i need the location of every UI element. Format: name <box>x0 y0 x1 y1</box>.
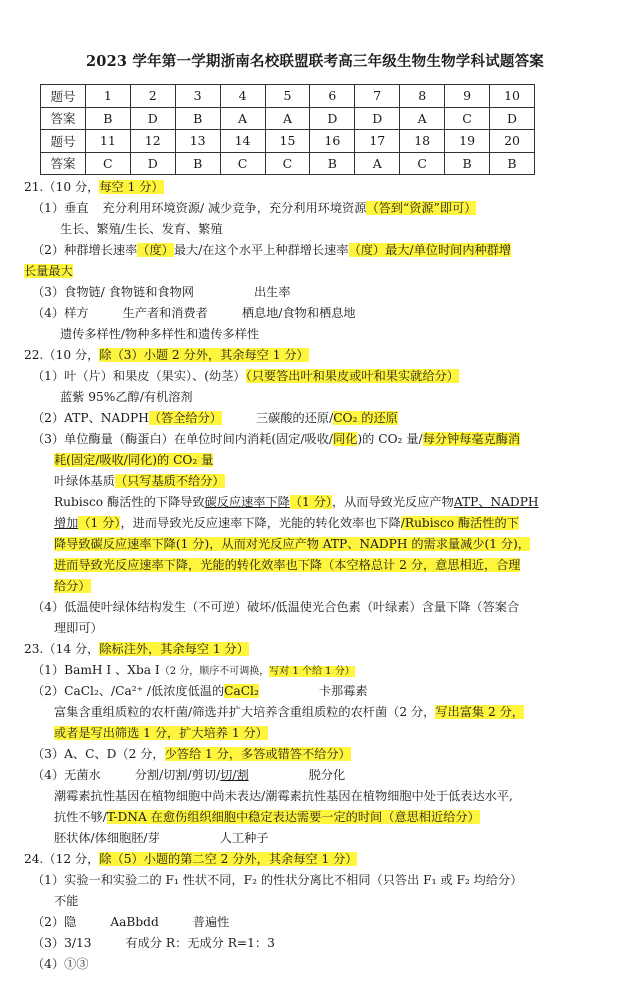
q23-line: 潮霉素抗性基因在植物细胞中尚未表达/潮霉素抗性基因在植物细胞中处于低表达水平, <box>54 789 513 803</box>
answer-table-cell: 18 <box>400 130 445 153</box>
answer-table-cell: D <box>355 107 400 130</box>
answer-table-cell: B <box>310 152 355 175</box>
q24-line: （3）3/13 有成分 R：无成分 R=1：3 <box>32 936 275 950</box>
q23-line: （1）BamH I 、Xba I（2 分，顺序不可调换，写对 1 个给 1 分） <box>32 663 355 677</box>
answer-table-cell: 13 <box>175 130 220 153</box>
answer-table-cell: 8 <box>400 85 445 108</box>
answer-table-row-head: 题号 <box>41 130 86 153</box>
q23-line: （4）无菌水 分割/切割/剪切/切/割 脱分化 <box>32 768 346 782</box>
answer-table-cell: A <box>400 107 445 130</box>
answer-table-cell: 2 <box>130 85 175 108</box>
q24-line: （4）①③ <box>32 957 89 971</box>
answer-table-row-head: 答案 <box>41 152 86 175</box>
answer-table-cell: D <box>310 107 355 130</box>
answer-table-row <box>41 107 535 130</box>
answer-table-cell: 15 <box>265 130 310 153</box>
q21-line: （4）样方 生产者和消费者 栖息地/食物和栖息地 <box>32 306 356 320</box>
q22-line: （2）ATP、NADPH（答全给分） 三碳酸的还原/CO₂ 的还原 <box>32 411 398 425</box>
q23-line: 抗性不够/T-DNA 在愈伤组织细胞中稳定表达需要一定的时间（意思相近给分） <box>54 810 480 824</box>
answer-table-cell: 16 <box>310 130 355 153</box>
q22-line: Rubisco 酶活性的下降导致碳反应速率下降（1 分），从而导致光反应产物ATP、NADPH <box>54 495 539 509</box>
q23-line: （2）CaCl₂、/Ca²⁺ /低浓度低温的CaCl₂ 卡那霉素 <box>32 684 368 698</box>
answer-table-cell: D <box>130 107 175 130</box>
answer-table-cell: 6 <box>310 85 355 108</box>
answer-table-cell: 3 <box>175 85 220 108</box>
answer-table-cell: D <box>490 107 535 130</box>
q22-line: 增加（1 分），进而导致光反应速率下降，光能的转化效率也下降/Rubisco 酶活性的下 <box>54 516 519 530</box>
answer-table-cell: B <box>175 107 220 130</box>
answer-table-row <box>41 130 535 153</box>
page-title: 2023 学年第一学期浙南名校联盟联考高三年级生物生物学科试题答案 <box>85 53 544 70</box>
q21-line: （1）垂直 充分利用环境资源/ 减少竞争，充分利用环境资源（答到“资源”即可） <box>32 201 477 215</box>
answer-table-row <box>41 85 535 108</box>
answer-table-cell: B <box>85 107 130 130</box>
q22-line: （3）单位酶量（酶蛋白）在单位时间内消耗(固定/吸收/同化)的 CO₂ 量/每分钟每毫克酶消 <box>32 432 521 446</box>
answer-table-cell: 5 <box>265 85 310 108</box>
q23-heading: 23.（14 分，除标注外，其余每空 1 分） <box>24 642 249 656</box>
q23-line: 或者是写出筛选 1 分，扩大培养 1 分） <box>54 726 268 740</box>
q22-line: 叶绿体基质（只写基质不给分） <box>54 474 225 488</box>
answer-table-cell: B <box>175 152 220 175</box>
q23-line: 富集含重组质粒的农杆菌/筛选并扩大培养含重组质粒的农杆菌（2 分，写出富集 2 分， <box>54 705 524 719</box>
q21-line: 遗传多样性/物种多样性和遗传多样性 <box>60 327 260 341</box>
answer-table <box>40 84 535 175</box>
answer-table-cell: 17 <box>355 130 400 153</box>
q24-line: 不能 <box>54 894 79 908</box>
q21-line: （3）食物链/ 食物链和食物网 出生率 <box>32 285 291 299</box>
answer-table-row <box>41 152 535 175</box>
answer-table-row-head: 题号 <box>41 85 86 108</box>
answer-table-cell: 10 <box>490 85 535 108</box>
q22-heading: 22.（10 分，除（3）小题 2 分外，其余每空 1 分） <box>24 348 309 362</box>
answer-content <box>24 177 610 975</box>
q22-line: 理即可） <box>54 621 103 635</box>
q22-line: 进而导致光反应速率下降，光能的转化效率也下降（本空格总计 2 分，意思相近，合理 <box>54 558 521 572</box>
q22-line: （1）叶（片）和果皮（果实）、(幼茎）（只要答出叶和果皮或叶和果实就给分） <box>32 369 459 383</box>
answer-table-cell: C <box>85 152 130 175</box>
answer-table-cell: 1 <box>85 85 130 108</box>
answer-table-cell: B <box>490 152 535 175</box>
answer-table-cell: A <box>265 107 310 130</box>
q22-line: （4）低温使叶绿体结构发生（不可逆）破坏/低温使光合色素（叶绿素）含量下降（答案合 <box>32 600 520 614</box>
answer-table-cell: 14 <box>220 130 265 153</box>
answer-table-cell: A <box>220 107 265 130</box>
q21-line: （2）种群增长速率（度）最大/在这个水平上种群增长速率（度）最大/单位时间内种群增 <box>32 243 512 257</box>
answer-table-row-head: 答案 <box>41 107 86 130</box>
answer-table-cell: 11 <box>85 130 130 153</box>
q24-line: （2）隐 AaBbdd 普遍性 <box>32 915 230 929</box>
answer-table-cell: C <box>220 152 265 175</box>
answer-table-cell: C <box>445 107 490 130</box>
q22-line: 耗(固定/吸收/同化)的 CO₂ 量 <box>54 453 214 467</box>
q24-line: （1）实验一和实验二的 F₁ 性状不同，F₂ 的性状分离比不相同（只答出 F₁ 或 F₂ 均给分） <box>32 873 523 887</box>
answer-table-cell: C <box>265 152 310 175</box>
answer-table-cell: 20 <box>490 130 535 153</box>
answer-table-cell: D <box>130 152 175 175</box>
answer-table-cell: A <box>355 152 400 175</box>
q23-line: 胚状体/体细胞胚/芽 人工种子 <box>54 831 269 845</box>
q21-heading: 21.（10 分，每空 1 分） <box>24 180 164 194</box>
q22-line: 蓝紫 95%乙醇/有机溶剂 <box>60 390 193 404</box>
answer-table-cell: 7 <box>355 85 400 108</box>
answer-table-cell: C <box>400 152 445 175</box>
answer-table-cell: 12 <box>130 130 175 153</box>
answer-table-cell: 19 <box>445 130 490 153</box>
q22-line: 降导致碳反应速率下降(1 分)，从而对光反应产物 ATP、NADPH 的需求量减少(1 分)， <box>54 537 530 551</box>
q21-line: 长量最大 <box>24 264 73 278</box>
q21-line: 生长、繁殖/生长、发育、繁殖 <box>60 222 223 236</box>
q23-line: （3）A、C、D（2 分，少答给 1 分，多答或错答不给分） <box>32 747 351 761</box>
answer-table-cell: 4 <box>220 85 265 108</box>
answer-table-cell: B <box>445 152 490 175</box>
q22-line: 给分） <box>54 579 91 593</box>
answer-table-cell: 9 <box>445 85 490 108</box>
q24-heading: 24.（12 分，除（5）小题的第二空 2 分外，其余每空 1 分） <box>24 852 358 866</box>
